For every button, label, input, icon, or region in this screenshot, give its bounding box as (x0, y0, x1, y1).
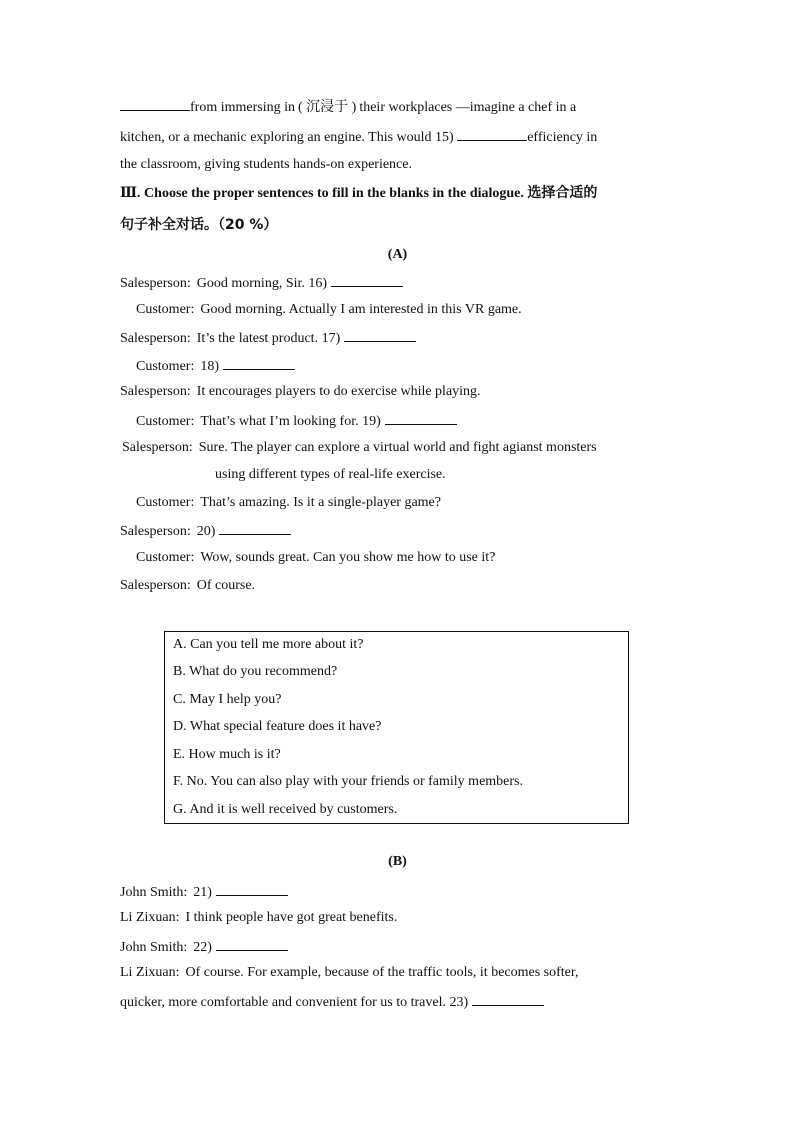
option-item: F. No. You can also play with your friends or family members. (173, 774, 523, 789)
dialogue-b-line (120, 991, 544, 1013)
dialogue-a-line (120, 272, 403, 294)
answer-blank[interactable] (331, 272, 403, 287)
dialogue-text: 21) (193, 885, 212, 900)
dialogue-text: It’s the latest product. 17) (196, 331, 341, 346)
speaker-label: Customer: (136, 414, 195, 429)
dialogue-a-line (120, 355, 295, 377)
dialogue-a-line (120, 410, 457, 432)
dialogue-b-line (120, 963, 579, 983)
dialogue-text: Good morning, Sir. 16) (196, 276, 328, 291)
dialogue-a-line (120, 438, 597, 458)
passage-line-1: from immersing in ( 沉浸于 ) their workplaces —imagine a chef in a (120, 96, 576, 118)
option-item: A. Can you tell me more about it? (173, 637, 364, 652)
speaker-label: Li Zixuan: (120, 910, 180, 925)
dialogue-text: using different types of real-life exercise. (215, 467, 446, 482)
answer-blank[interactable] (344, 327, 416, 342)
dialogue-text: That’s amazing. Is it a single-player game? (200, 495, 441, 510)
answer-blank[interactable] (216, 881, 288, 896)
speaker-label: Salesperson: (120, 384, 191, 399)
dialogue-a-line (120, 493, 441, 513)
speaker-label: John Smith: (120, 885, 188, 900)
dialogue-b-line (120, 881, 288, 903)
speaker-label: Salesperson: (120, 331, 191, 346)
dialogue-b-label: (B) (388, 854, 407, 869)
answer-blank[interactable] (120, 96, 190, 111)
speaker-label: Customer: (136, 359, 195, 374)
speaker-label: Salesperson: (122, 440, 193, 455)
option-item: E. How much is it? (173, 747, 281, 762)
dialogue-a-line (120, 548, 495, 568)
dialogue-text: Wow, sounds great. Can you show me how to use it? (200, 550, 496, 565)
dialogue-text: Of course. (196, 578, 256, 593)
dialogue-b-line (120, 908, 397, 928)
option-item: D. What special feature does it have? (173, 719, 382, 734)
speaker-label: John Smith: (120, 940, 188, 955)
dialogue-text: Good morning. Actually I am interested in this VR game. (200, 302, 522, 317)
speaker-label: Salesperson: (120, 524, 191, 539)
dialogue-a-line (120, 576, 255, 596)
dialogue-text: 18) (200, 359, 220, 374)
answer-blank[interactable] (223, 355, 295, 370)
dialogue-a-line (120, 520, 291, 542)
speaker-label: Customer: (136, 495, 195, 510)
options-box (164, 631, 629, 824)
dialogue-text: It encourages players to do exercise while playing. (196, 384, 481, 399)
answer-blank[interactable] (219, 520, 291, 535)
option-item: C. May I help you? (173, 692, 282, 707)
dialogue-b-line (120, 936, 288, 958)
dialogue-a-label: (A) (387, 247, 408, 262)
dialogue-text: That’s what I’m looking for. 19) (200, 414, 381, 429)
answer-blank[interactable] (472, 991, 544, 1006)
speaker-label: Customer: (136, 302, 195, 317)
dialogue-a-line (120, 382, 481, 402)
dialogue-text: I think people have got great benefits. (185, 910, 398, 925)
dialogue-text: Sure. The player can explore a virtual world and fight agianst monsters (198, 440, 597, 455)
speaker-label: Salesperson: (120, 276, 191, 291)
answer-blank[interactable] (216, 936, 288, 951)
section-title-cn: 句子补全对话。（20 %） (120, 217, 278, 233)
dialogue-a-line (120, 327, 416, 349)
passage-line-2: kitchen, or a mechanic exploring an engine. This would 15) efficiency in (120, 126, 597, 148)
speaker-label: Li Zixuan: (120, 965, 180, 980)
answer-blank[interactable] (385, 410, 457, 425)
answer-blank-15[interactable] (457, 126, 527, 141)
dialogue-text: Of course. For example, because of the traffic tools, it becomes softer, (185, 965, 579, 980)
dialogue-text: quicker, more comfortable and convenient for us to travel. 23) (120, 995, 469, 1010)
passage-line-3: the classroom, giving students hands-on experience. (120, 157, 412, 172)
dialogue-text: 22) (193, 940, 212, 955)
dialogue-a-line (120, 465, 446, 485)
option-item: B. What do you recommend? (173, 664, 338, 679)
speaker-label: Salesperson: (120, 578, 191, 593)
option-item: G. And it is well received by customers. (173, 802, 398, 817)
dialogue-text: 20) (196, 524, 216, 539)
section-title: Ⅲ. Choose the proper sentences to fill in the blanks in the dialogue. 选择合适的 (120, 185, 598, 201)
dialogue-a-line (120, 300, 522, 320)
speaker-label: Customer: (136, 550, 195, 565)
